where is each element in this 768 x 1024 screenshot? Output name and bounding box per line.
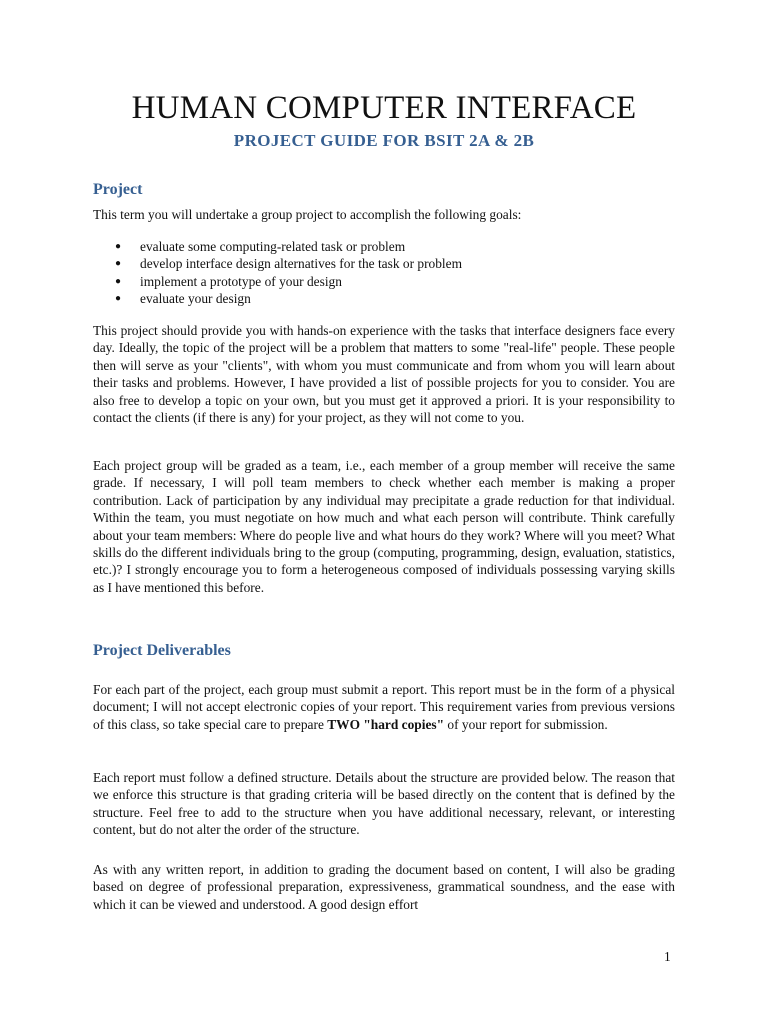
list-item [93,255,653,272]
document-title: HUMAN COMPUTER INTERFACE [131,90,637,126]
goal-text: implement a prototype of your design [140,273,342,289]
section-heading-deliverables: Project Deliverables [93,642,231,659]
bullet-icon: ● [115,258,122,270]
goal-text: evaluate your design [140,291,251,307]
goal-text: develop interface design alternatives for the task or problem [140,256,462,272]
deliverables-paragraph-2: Each report must follow a defined structure. Details about the structure are provided below. The reason that we enforce this structure is that grading criteria will be based directly on the content that is defined by the structure. Feel free to add to the structure when you have additional necessary, relevant, or interesting content, but do not alter the order of the structure. [93,770,675,838]
project-intro: This term you will undertake a group project to accomplish the following goals: [93,207,522,222]
document-subtitle: PROJECT GUIDE FOR BSIT 2A & 2B [233,131,535,150]
deliverables-paragraph-3: As with any written report, in addition to grading the document based on content, I will also be grading based on degree of professional preparation, expressiveness, grammatical soundness, and the ease with which it can be viewed and understood. A good design effort [93,862,675,912]
hard-copies-emphasis: TWO "hard copies" [327,716,445,732]
bullet-icon: ● [115,293,122,305]
project-paragraph-1: This project should provide you with hands-on experience with the tasks that interface designers face every day. Ideally, the topic of the project will be a problem that matters to some "real-life" people. These people then will serve as your "clients", with whom you must communicate and from whom you will learn about their tasks and problems. However, I have provided a list of possible projects for you to consider. You are also free to develop a topic on your own, but you must get it approved a priori. It is your responsibility to contact the clients (if there is any) for your project, as they will not come to you. [93,323,675,426]
deliverables-paragraph-1 [93,681,675,733]
section-heading-project: Project [93,181,143,198]
list-item [93,238,653,255]
list-item [93,290,653,307]
deliverables-paragraph-1-start: For each part of the project, each group must submit a report. This report must be in the form of a physical document; I will not accept electronic copies of your report. This requirement varies from previous versions of this class, so take special care to prepare [93,682,675,732]
goal-text: evaluate some computing-related task or problem [140,239,406,254]
goals-list [93,238,653,308]
list-item [93,273,653,290]
project-paragraph-2: Each project group will be graded as a team, i.e., each member of a group member will receive the same grade. If necessary, I will poll team members to check whether each member is making a proper contribution. Lack of participation by any individual may precipitate a grade reduction for that individual. Within the team, you must negotiate on how much and what each person will contribute. Think carefully about your team members: Where do people live and what hours do they work? Where will you meet? What skills do the different individuals bring to the group (computing, programming, design, evaluation, statistics, etc.)? I strongly encourage you to form a heterogeneous composed of individuals possessing varying skills as I have mentioned this before. [93,458,675,595]
page-number: 1 [664,949,671,964]
bullet-icon: ● [115,275,122,287]
bullet-icon: ● [115,241,122,252]
deliverables-paragraph-1-end: of your report for submission. [444,716,608,732]
